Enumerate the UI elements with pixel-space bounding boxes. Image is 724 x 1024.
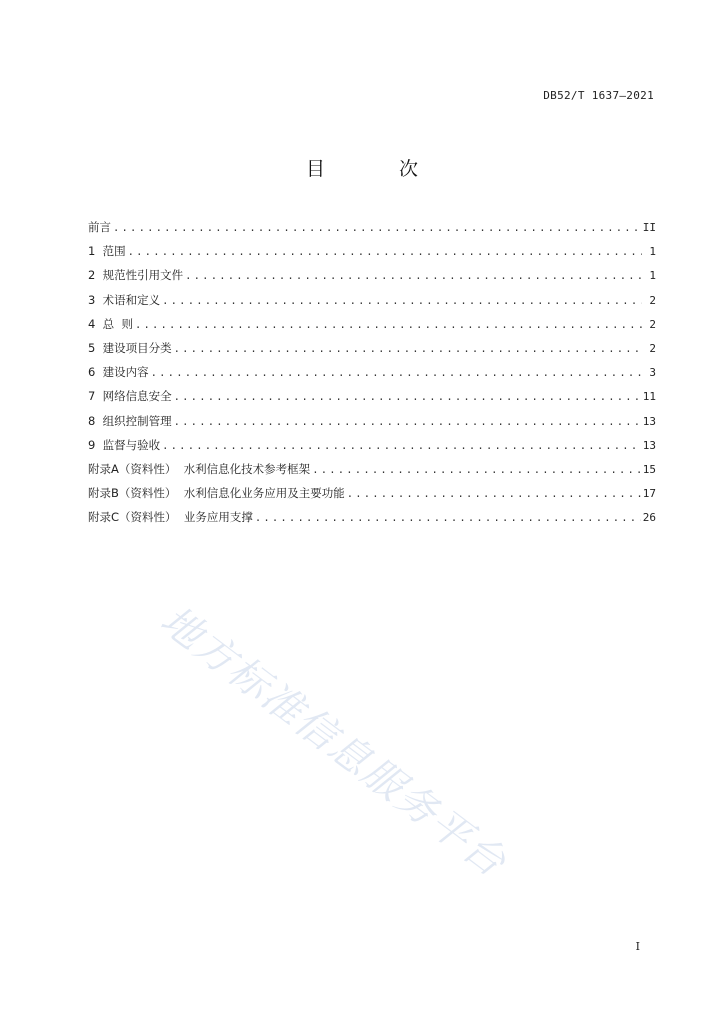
toc-entry-label: 2 规范性引用文件 — [88, 268, 184, 283]
toc-entry-terms[interactable] — [88, 291, 656, 315]
toc-leader-dots — [151, 364, 642, 382]
toc-entry-label: 1 范围 — [88, 244, 126, 259]
toc-entry-construction-content[interactable] — [88, 363, 656, 387]
toc-leader-dots — [162, 437, 641, 455]
toc-entry-page: 26 — [642, 511, 656, 525]
toc-entry-organization-management[interactable] — [88, 412, 656, 436]
toc-entry-page: 11 — [642, 390, 656, 404]
toc-entry-appendix-b[interactable] — [88, 484, 656, 508]
toc-entry-label: 3 术语和定义 — [88, 292, 161, 307]
toc-entry-label: 6 建设内容 — [88, 365, 149, 380]
toc-leader-dots — [162, 292, 642, 310]
standard-code: DB52/T 1637—2021 — [543, 89, 654, 102]
page-title: 目 次 — [305, 158, 453, 180]
toc-leader-dots — [347, 485, 641, 503]
toc-entry-page: 2 — [649, 293, 656, 307]
toc-entry-project-classification[interactable] — [88, 339, 656, 363]
toc-entry-page: 2 — [649, 317, 656, 331]
toc-leader-dots — [135, 316, 642, 334]
toc-entry-label: 7 网络信息安全 — [88, 389, 172, 404]
toc-entry-label: 8 组织控制管理 — [88, 413, 172, 428]
toc-entry-label: 4 总 则 — [88, 316, 133, 331]
toc-entry-page: 1 — [649, 245, 656, 259]
toc-leader-dots — [128, 243, 642, 261]
toc-leader-dots — [255, 509, 641, 527]
toc-entry-label: 5 建设项目分类 — [88, 340, 172, 355]
toc-entry-page: 17 — [642, 487, 656, 501]
toc-entry-general[interactable] — [88, 315, 656, 339]
toc-entry-page: 1 — [649, 269, 656, 283]
toc-entry-label: 9 监督与验收 — [88, 437, 161, 452]
toc-entry-page: 3 — [649, 366, 656, 380]
toc-entry-page: 13 — [642, 414, 656, 428]
toc-leader-dots — [185, 267, 642, 285]
toc-entry-appendix-c[interactable] — [88, 508, 656, 532]
toc-entry-label: 附录A（资料性） 水利信息化技术参考框架 — [88, 461, 311, 476]
toc-leader-dots — [174, 388, 641, 406]
toc-entry-label: 附录C（资料性） 业务应用支撑 — [88, 510, 253, 525]
toc-leader-dots — [113, 219, 641, 237]
toc-leader-dots — [174, 413, 641, 431]
toc-entry-supervision-acceptance[interactable] — [88, 436, 656, 460]
toc-entry-page: 2 — [649, 341, 656, 355]
toc-entry-appendix-a[interactable] — [88, 460, 656, 484]
toc-entry-page: 15 — [642, 462, 656, 476]
toc-entry-page: II — [642, 221, 656, 234]
toc-entry-network-security[interactable] — [88, 387, 656, 411]
watermark: 地方标准信息服务平台 — [151, 597, 516, 887]
toc-leader-dots — [312, 461, 641, 479]
toc-entry-label: 前言 — [88, 220, 111, 234]
toc-leader-dots — [174, 340, 642, 358]
table-of-contents — [88, 218, 656, 532]
toc-entry-scope[interactable] — [88, 242, 656, 266]
toc-entry-page: 13 — [642, 438, 656, 452]
toc-entry-normative-references[interactable] — [88, 266, 656, 290]
page-number: I — [635, 940, 640, 953]
toc-entry-label: 附录B（资料性） 水利信息化业务应用及主要功能 — [88, 486, 345, 501]
toc-entry-foreword[interactable] — [88, 218, 656, 242]
